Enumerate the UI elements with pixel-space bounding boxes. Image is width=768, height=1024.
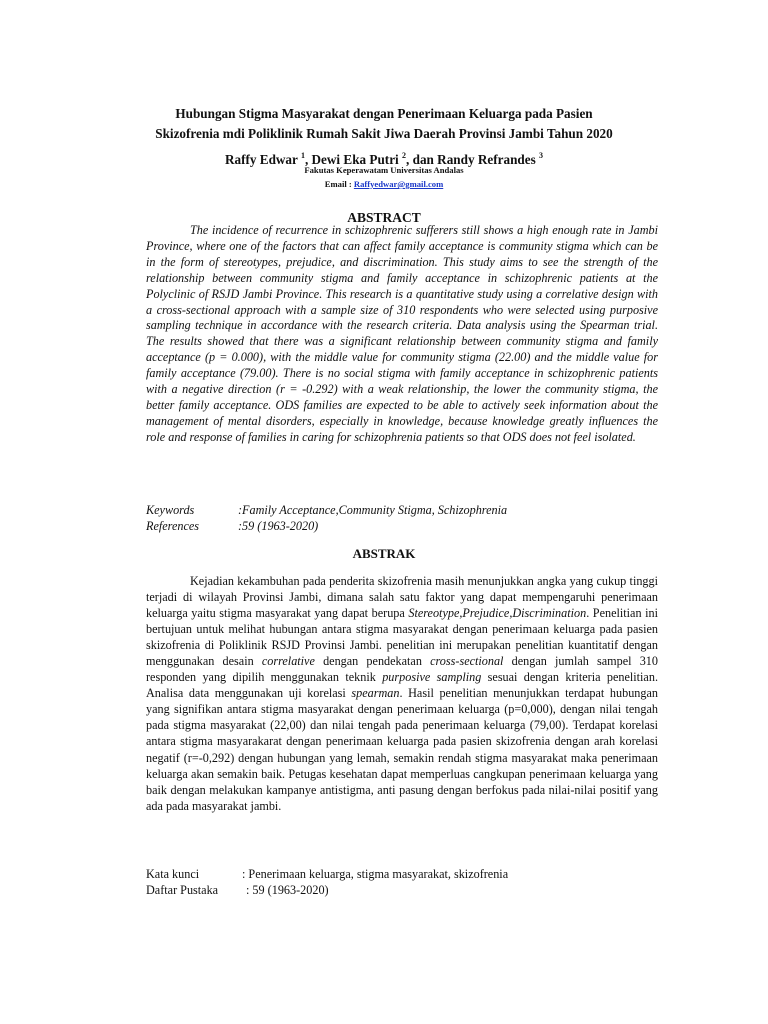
email-line [100,179,668,190]
keywords-value: :Family Acceptance,Community Stigma, Schizophrenia [238,503,508,517]
paper-title [100,104,668,144]
abstrak-part: dengan jumlah sampel 310 responden yang dipilih menggunakan teknik [146,654,658,685]
abstrak-part: dengan pendekatan [314,654,431,669]
abstrak-part: Kejadian kekambuhan pada penderita skizofrenia masih menunjukkan angka yang cukup tinggi terjadi di wilayah Provinsi Jambi, dimana salah satu faktor yang dapat mempengaruhi penerimaan keluarga yaitu stigma masyarakat yang dapat berupa [146,574,658,621]
abstract-heading: ABSTRACT [347,210,421,225]
email-label: Email : [324,179,354,189]
author-1-affiliation-mark: 1 [300,151,305,160]
abstrak-italic-term: spearman [351,686,400,701]
author-1-name: Raffy Edwar [224,152,301,167]
author-separator-2: , dan [406,152,438,167]
title-line-2: Skizofrenia mdi Poliklinik Rumah Sakit Jiwa Daerah Provinsi Jambi Tahun 2020 [155,126,613,141]
daftar-pustaka-row [146,882,666,898]
abstrak-italic-term: purposive sampling [382,670,482,685]
abstrak-heading: ABSTRAK [352,546,416,561]
kata-kunci-value: : Penerimaan keluarga, stigma masyarakat, skizofrenia [242,867,509,881]
abstrak-italic-term: cross-sectional [430,654,504,669]
title-line-1: Hubungan Stigma Masyarakat dengan Penerimaan Keluarga pada Pasien [175,106,593,121]
author-3-name: Randy Refrandes [437,152,540,167]
kata-kunci-label: Kata kunci [146,867,200,881]
abstrak-part: . Penelitian ini bertujuan untuk melihat hubungan antara stigma masyarakat dengan penerimaan keluarga pada pasien skizofrenia di Poliklinik RSJD Provinsi Jambi. penelitian ini merupakan penelitian kuantitatif dengan menggunakan desain [146,606,658,669]
keywords-row [146,503,666,519]
keywords-label: Keywords [146,503,195,517]
abstrak-part: sesuai dengan kriteria penelitian. Analisa data menggunakan uji korelasi [146,670,658,701]
daftar-pustaka-label: Daftar Pustaka [146,883,219,897]
kata-kunci-row [146,866,666,882]
author-separator-1: , [304,152,312,167]
author-3-affiliation-mark: 3 [539,151,544,160]
daftar-pustaka-value: : 59 (1963-2020) [246,883,329,897]
affiliation: Fakutas Keperawatam Universitas Andalas [304,165,464,175]
references-row [146,519,666,535]
references-label: References [146,519,200,533]
author-2-affiliation-mark: 2 [402,151,407,160]
author-2-name: Dewi Eka Putri [311,152,403,167]
abstrak-italic-term: correlative [261,654,315,669]
abstrak-italic-term: Stereotype,Prejudice,Discrimination [408,606,587,621]
abstrak-body [146,573,658,814]
references-value: :59 (1963-2020) [238,519,319,533]
email-link[interactable]: Raffyedwar@gmail.com [353,179,444,189]
abstract-body: The incidence of recurrence in schizophrenic sufferers still shows a high enough rate in Jambi Province, where one of the factors that can affect family acceptance is community stigma which can be in the form of stereotypes, prejudice, and discrimination. This study aims to see the strength of the relationship between community stigma and family acceptance in schizophrenic patients at the Polyclinic of RSJD Jambi Province. This research is a quantitative study using a correlative design with a cross-sectional approach with a sample size of 310 respondents who were selected using purposive sampling technique in accordance with the research criteria. Data analysis using the Spearman trial. The results showed that there was a significant relationship between community stigma and family acceptance (p = 0.000), with the middle value for community stigma (22.00) and the middle value for family acceptance (79.00). There is no social stigma with family acceptance in schizophrenic patients with a negative direction (r = -0.292) with a weak relationship, the lower the community stigma, the better family acceptance. ODS families are expected to be able to actively seek information about the management of mental disorders, especially in knowledge, because knowledge greatly influences the role and response of families in caring for schizophrenia patients so that ODS does not feel isolated. [146,223,658,444]
abstrak-part: . Hasil penelitian menunjukkan terdapat hubungan yang signifikan antara stigma masyarakat dengan penerimaan keluarga (p=0,000), dengan nilai tengah pada stigma masyarakat (22,00) dan nilai tengah pada penerimaan keluarga (79,00). Terdapat korelasi antara stigma masyarakarat dengan penerimaan keluarga pada pasien skizofrenia dengan arah korelasi negatif (r=-0,292) dengan hubungan yang lemah, semakin rendah stigma masyarakat maka penerimaan keluarga akan semakin baik. Petugas kesehatan dapat memperluas cangkupan penerimaan keluarga yang baik dengan melakukan kampanye antistigma, anti pasung dengan berfokus pada nilai-nilai positif yang ada pada masyarakat jambi. [146,686,658,813]
